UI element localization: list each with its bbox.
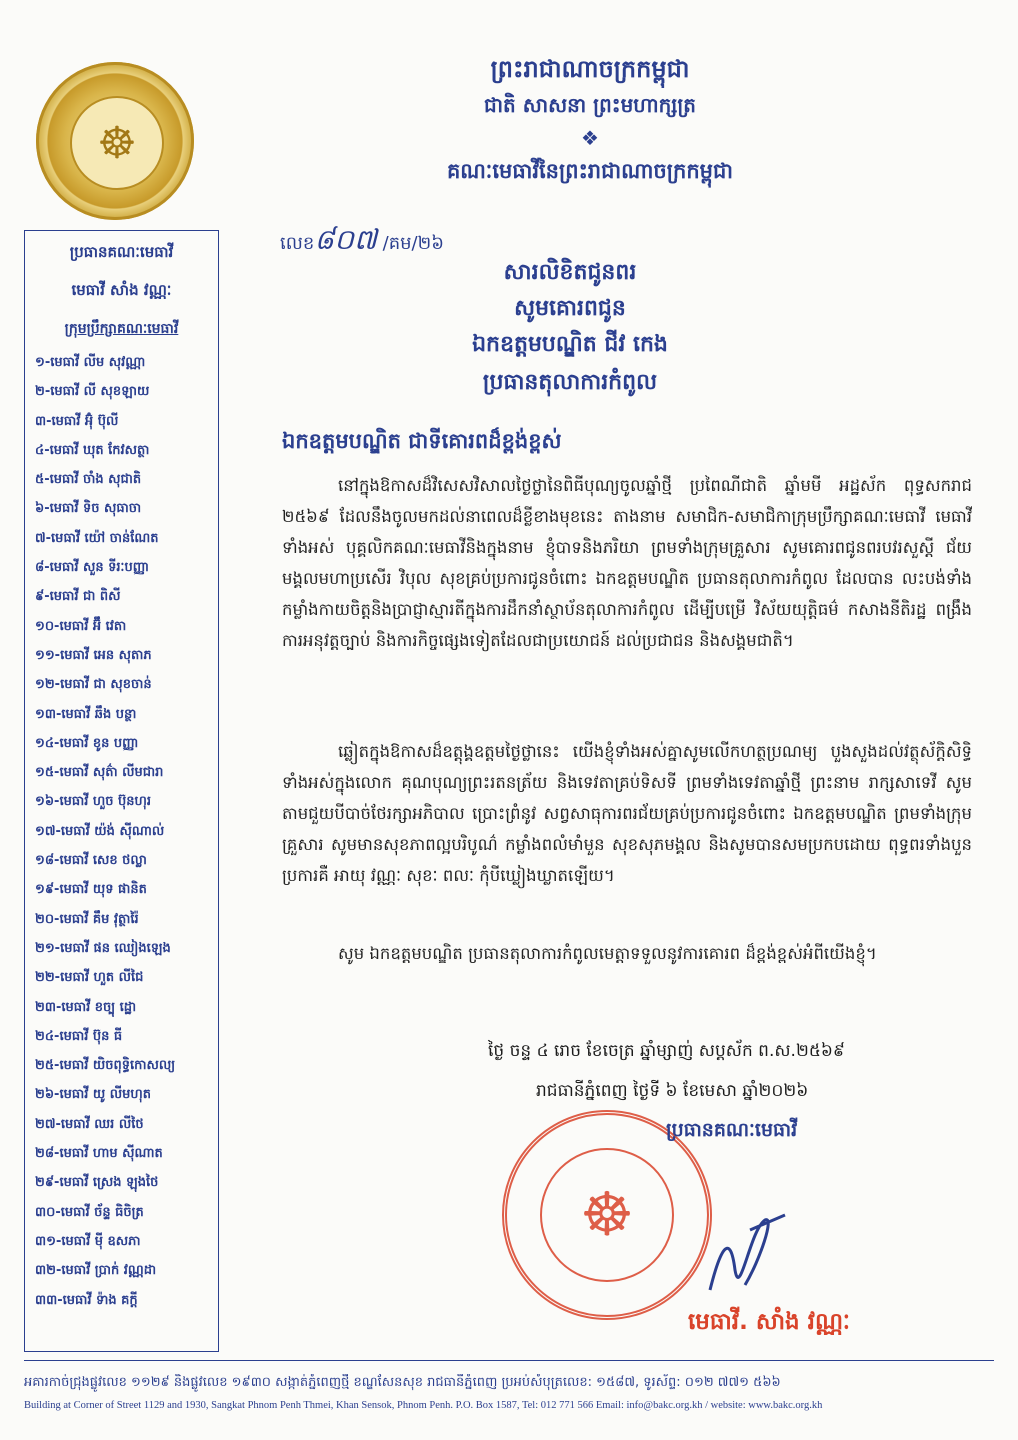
respectful-to: សូមគោរពជូន (514, 296, 626, 321)
paragraph-1: នៅក្នុងឱកាសដ៏វិសេសវិសាលថ្ងៃថ្លានៃពិធីបុណ្យចូលឆ្នាំថ្មី ប្រពៃណីជាតិ ឆ្នាំមមី អដ្ឋស័ក ពុទ្ធសករាជ ២៥៦៩ ដែលនឹងចូលមកដល់នាពេលដ៏ខ្លីខាងមុខនេះ តាងនាម សមាជិក-សមាជិកាក្រុមប្រឹក្សាគណៈមេធាវី មេធាវីទាំងអស់ បុគ្គលិកគណៈមេធាវីនិងក្នុងនាម ខ្ញុំបាទនិងភរិយា ព្រមទាំងក្រុមគ្រួសារ សូមគោរពជូនពរបវរសួស្តី ជ័យមង្គលមហាប្រសើរ វិបុល សុខគ្រប់ប្រការជូនចំពោះ ឯកឧត្តមបណ្ឌិត ប្រធានតុលាការកំពូល ដែលបាន លះបង់ទាំងកម្លាំងកាយចិត្តនិងប្រាជ្ញាស្មារតីក្នុងការដឹកនាំស្ថាប័នតុលាការកំពូល ដើម្បីបម្រើ វិស័យយុត្តិធម៌ កសាងនីតិរដ្ឋ ពង្រឹងការអនុវត្តច្បាប់ និងការកិច្ចផ្សេងទៀតដែលជាប្រយោជន៍ ដល់ប្រជាជន និងសង្គមជាតិ។ (282, 476, 972, 650)
recipient-name: ឯកឧត្តមបណ្ឌិត ជីវ កេង (472, 332, 668, 357)
council-member: ៣-មេធាវី អ៊ុំ ប៊ុលី (35, 413, 119, 429)
stamp-emblem-icon: ☸ (540, 1148, 674, 1282)
solar-date: រាជធានីភ្នំពេញ ថ្ងៃទី ៦ ខែមេសា ឆ្នាំ២០២៦ (536, 1081, 809, 1101)
paragraph-3: សូម ឯកឧត្តមបណ្ឌិត ប្រធានតុលាការកំពូលមេត្តាទទួលនូវការគោរព ដ៏ខ្ពង់ខ្ពស់អំពីយើងខ្ញុំ។ (338, 944, 877, 963)
ref-suffix: /គម/២៦ (382, 233, 444, 254)
council-member: ១៨-មេធាវី សេខ ថល្លា (35, 853, 147, 869)
president-title: ប្រធានគណៈមេធាវី (69, 243, 174, 261)
council-member: ២៩-មេធាវី ស្រេង ឡុងថៃ (35, 1175, 159, 1191)
recipient-position: ប្រធានតុលាការកំពូល (482, 370, 658, 395)
paragraph-2: ឆ្លៀតក្នុងឱកាសដ៏ឧត្តុង្គឧត្តមថ្ងៃថ្លានេះ យើងខ្ញុំទាំងអស់គ្នាសូមលើកហត្ថប្រណម្យ បួងសួងដល់វត្ថុស័ក្តិសិទ្ធិទាំងអស់ក្នុងលោក គុណបុណ្យព្រះរតនត្រ័យ និងទេវតាគ្រប់ទិសទី ព្រមទាំងទេវតាឆ្នាំថ្មី ព្រះនាម រាក្សសាទេវី សូមតាមជួយបីបាច់ថែរក្សាអភិបាល ប្រោះព្រំនូវ សព្វសាធុការពរជ័យគ្រប់ប្រការជូនចំពោះ ឯកឧត្តមបណ្ឌិត ព្រមទាំងក្រុមគ្រួសារ សូមមានសុខភាពល្អបរិបូណ៌ កម្លាំងពលំមាំមួន សុខសុភមង្គល និងសូមបានសមប្រកបដោយ ពុទ្ធពរទាំងបួនប្រការគឺ អាយុ វណ្ណៈ សុខៈ ពលៈ កុំបីឃ្លៀងឃ្លាតឡើយ។ (282, 742, 972, 885)
council-member: ៣២-មេធាវី ប្រាក់ វណ្ណដា (35, 1263, 157, 1279)
bar-association-seal (36, 62, 194, 220)
council-member: ២៣-មេធាវី ខច្បុ ដ្ឋោ (35, 999, 137, 1015)
deity-emblem-icon: ☸ (70, 96, 164, 190)
council-member: ២៥-មេធាវី យិចពុទ្ធិកោសល្យ (35, 1058, 176, 1074)
council-member: ១៥-មេធាវី សុត៌ា លីមជារា (35, 765, 164, 781)
council-member: ១៩-មេធាវី យុទ ផានិត (35, 882, 147, 898)
council-member: ៨-មេធាវី សួន ទីរៈបញ្ញា (35, 560, 150, 576)
council-member: ៣១-មេធាវី ម៉ី ឧសភា (35, 1233, 141, 1249)
council-member: ១២-មេធាវី ជា សុខចាន់ (35, 677, 152, 693)
footer-address-english: Building at Corner of Street 1129 and 1930, Sangkat Phnom Penh Thmei, Khan Sensok, Phnom Penh. P.O. Box 1587, Tel: 012 771 566 Email: info@bakc.org.kh / website: www.bakc.org.kh (24, 1400, 823, 1411)
council-member: ២-មេធាវី លី សុខឡាយ (35, 384, 150, 400)
footer-address-khmer: អគារកាច់ជ្រុងផ្លូវលេខ ១១២៩ និងផ្លូវលេខ ១៩៣០ សង្កាត់ភ្នំពេញថ្មី ខណ្ឌសែនសុខ រាជធានីភ្នំពេញ ប្រអប់សំបុត្រលេខ: ១៥៨៧, ទូរស័ព្ទ: ០១២ ៧៧១ ៥៦៦ (24, 1375, 781, 1390)
council-member: ៥-មេធាវី ចាំង សុជាតិ (35, 472, 142, 488)
lunar-date: ថ្ងៃ ចន្ទ ៤ រោច ខែចេត្រ ឆ្នាំម្សាញ់ សប្តស័ក ព.ស.២៥៦៩ (488, 1041, 845, 1061)
motto-heading: ជាតិ សាសនា ព្រះមហាក្សត្រ (484, 93, 696, 117)
council-member: ១-មេធាវី លីម សុវណ្ណា (35, 355, 146, 370)
council-member: ៦-មេធាវី ទិច សុធាចា (35, 501, 142, 517)
council-member: ៧-មេធាវី យ៉ៅ ចាន់ណែត (35, 530, 159, 546)
council-member: ២០-មេធាវី គឹម វុត្ថារ៉ៃ (35, 911, 139, 927)
ornament-icon: ❖ (581, 126, 599, 150)
council-member: ២៨-មេធាវី ហាម ស៊ីណាត (35, 1146, 163, 1162)
council-member: ២២-មេធាវី ហួត លីជៃ (35, 970, 144, 986)
council-member: ១៦-មេធាវី ហួច ប៊ុនហុរ (35, 794, 152, 810)
council-member: ២១-មេធាវី ផន ឈៀងឡេង (35, 940, 171, 956)
council-member-list (25, 348, 218, 1315)
handwritten-signature (690, 1190, 790, 1310)
ref-prefix: លេខ (280, 233, 315, 254)
council-member: ៤-មេធាវី ឃុត កែវសត្ថា (35, 442, 150, 458)
council-member: ១០-មេធាវី អ៊ឹ វេតា (35, 618, 127, 634)
kingdom-heading: ព្រះរាជាណាចក្រកម្ពុជា (490, 55, 690, 83)
council-title: ក្រុមប្រឹក្សាគណៈមេធាវី (64, 321, 179, 337)
council-member: ១៣-មេធាវី ឆឹង បន្ថា (35, 706, 137, 722)
council-member: ២៧-មេធាវី ឈរ លីថៃ (35, 1116, 144, 1132)
reference-number (280, 222, 444, 263)
council-member: ៩-មេធាវី ជា ពិសី (35, 589, 121, 605)
council-member: ១៤-មេធាវី ខូន បញ្ញា (35, 735, 139, 751)
council-member: ៣៣-មេធាវី ទ៉ាង គក្តី (35, 1292, 138, 1308)
council-member: ៣០-មេធាវី ច័ន្ទ ធិចិត្រ (35, 1204, 144, 1220)
signer-title: ប្រធានគណៈមេធាវី (666, 1119, 798, 1141)
ref-number: ៨០៧ (314, 223, 377, 256)
signer-name: មេធាវី. សាំង វណ្ណៈ (688, 1309, 851, 1335)
council-member: ១១-មេធាវី អេន សុតាភ (35, 647, 152, 663)
council-sidebar (24, 230, 219, 1352)
letter-title: សារលិខិតជូនពរ (503, 260, 637, 285)
footer-divider (24, 1360, 994, 1361)
council-member: ២៤-មេធាវី ប៊ុន ធី (35, 1028, 123, 1044)
council-member: ២៦-មេធាវី យូ លីមហុត (35, 1087, 152, 1103)
salutation: ឯកឧត្តមបណ្ឌិត ជាទីគោរពដ៏ខ្ពង់ខ្ពស់ (282, 429, 562, 453)
president-name: មេធាវី សាំង វណ្ណៈ (71, 281, 172, 299)
organization-heading: គណៈមេធាវីនៃព្រះរាជាណាចក្រកម្ពុជា (446, 159, 734, 183)
council-member: ១៧-មេធាវី យ៉ង់ ស៊ីណាល់ (35, 823, 165, 839)
